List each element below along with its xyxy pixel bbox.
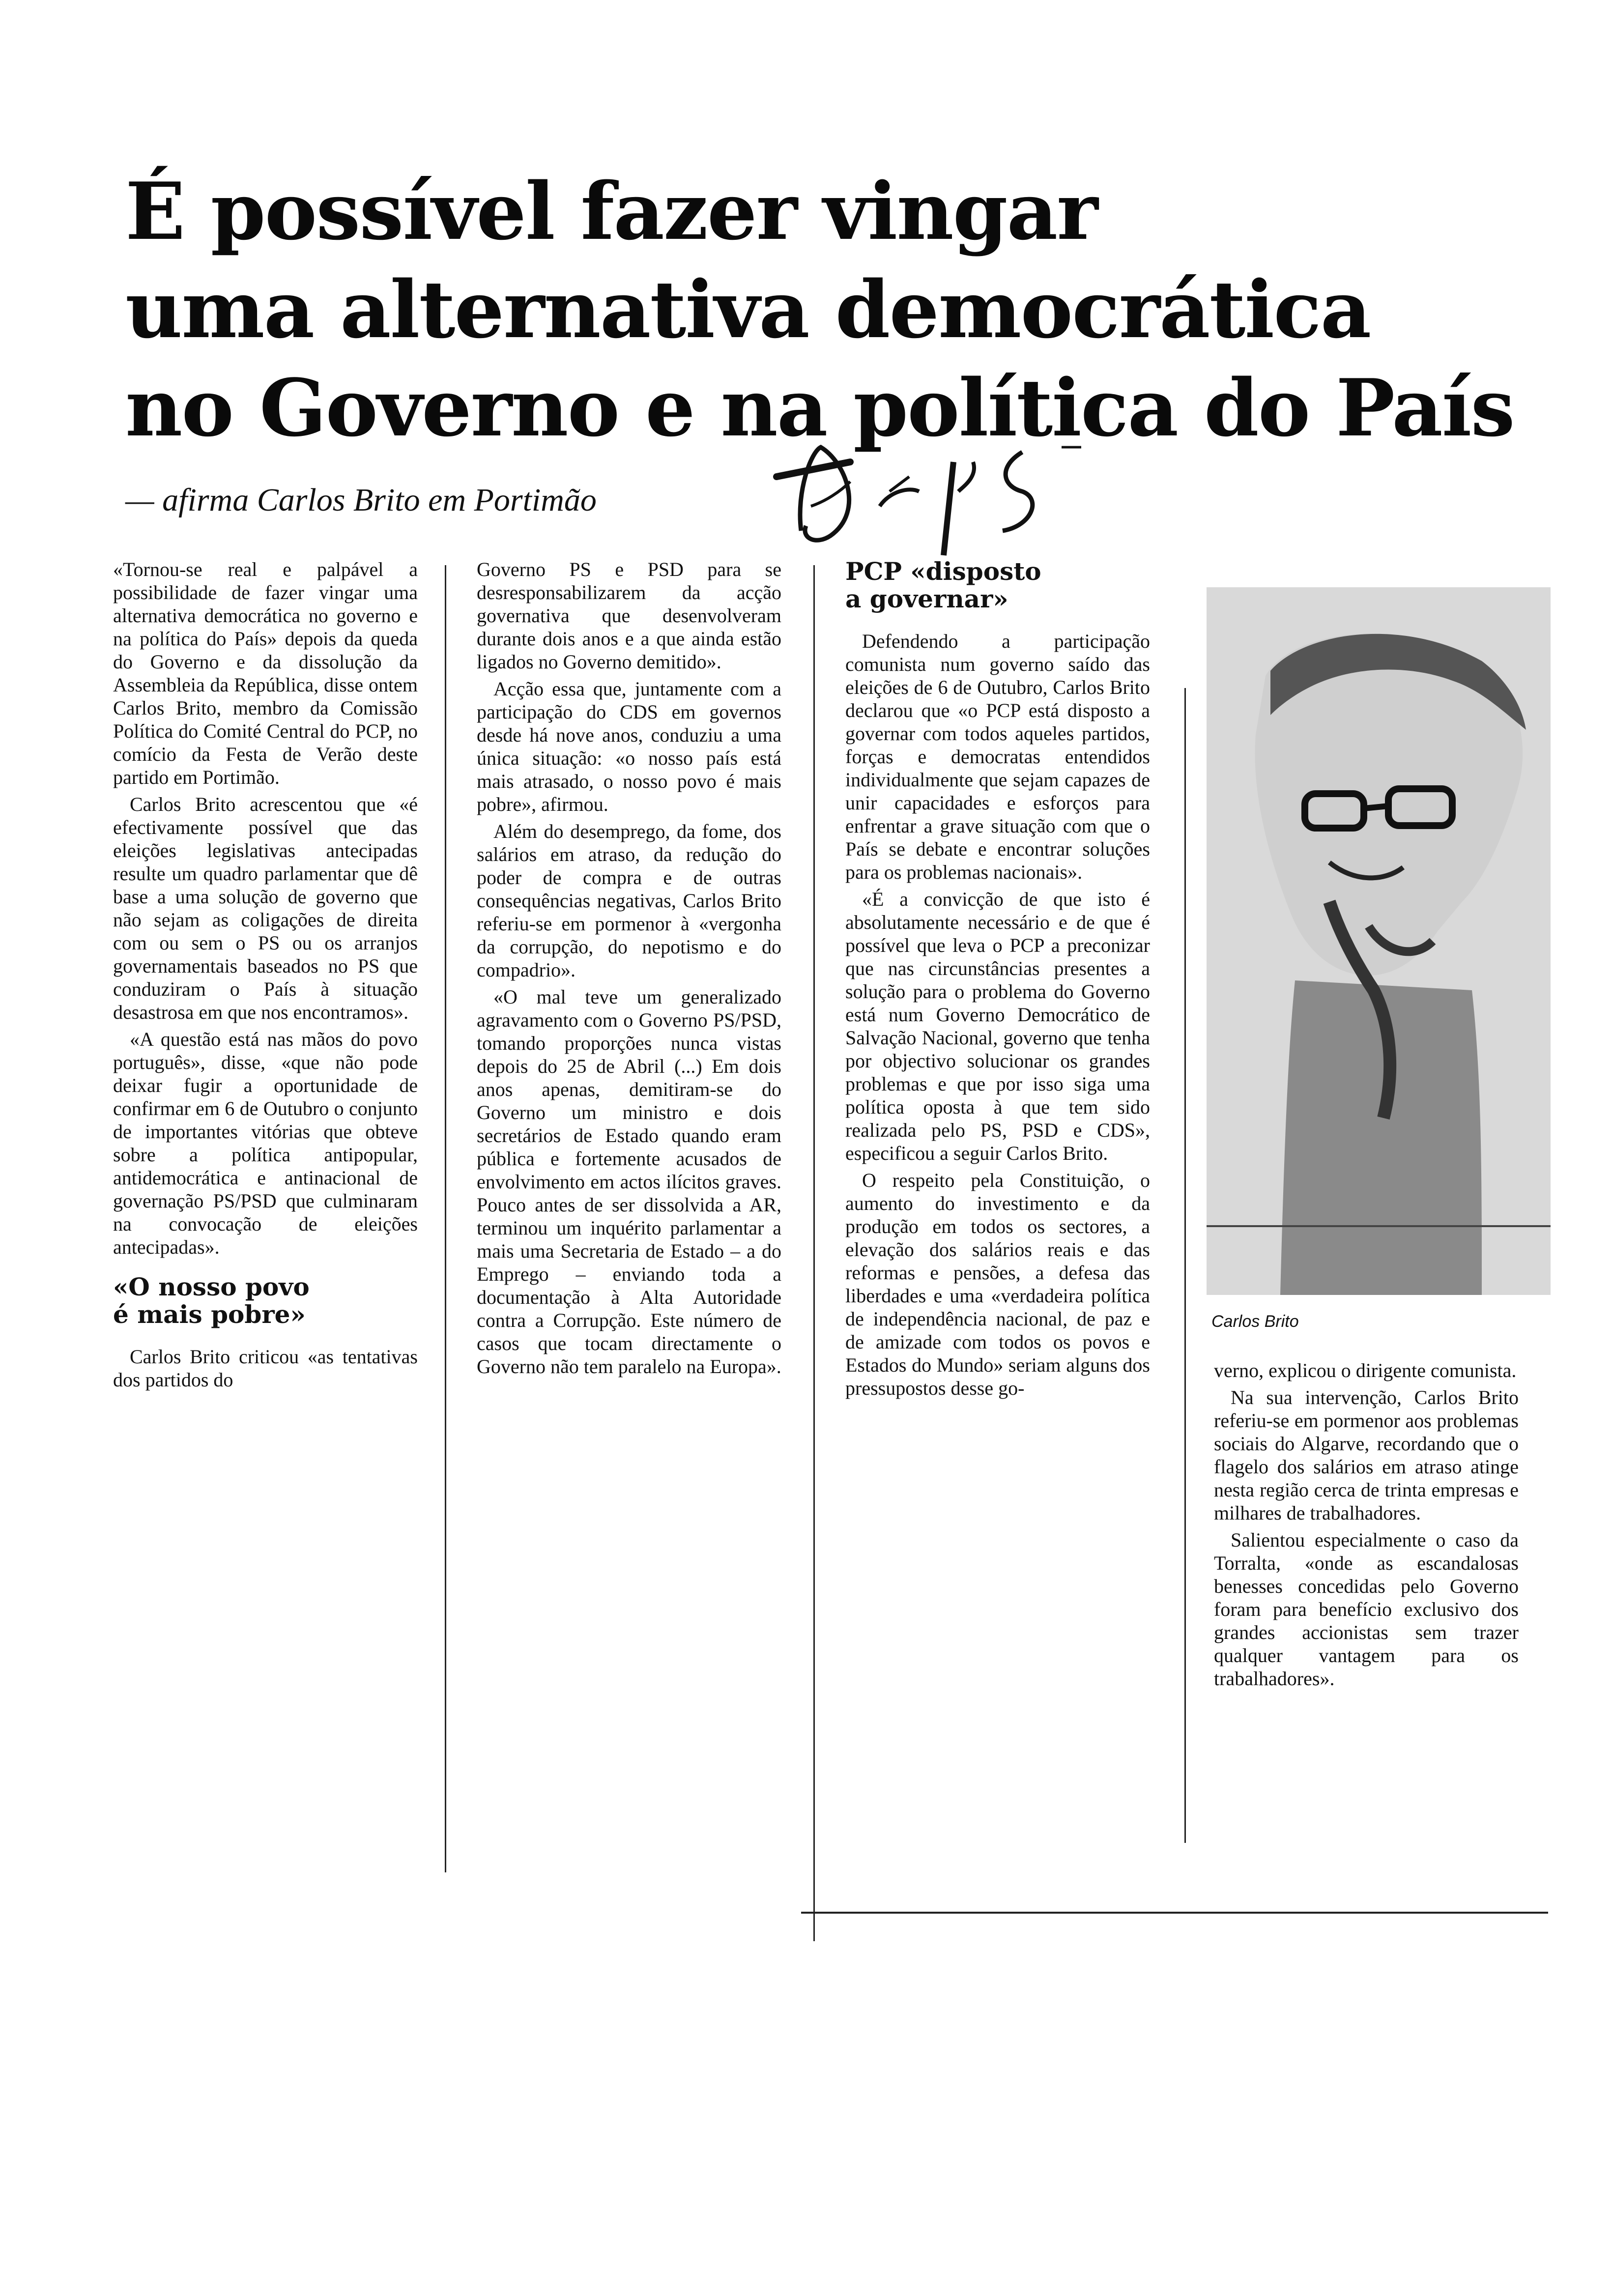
article-column-2 [477, 558, 781, 1382]
column-rule-1 [445, 565, 446, 1872]
headline [125, 162, 1514, 457]
headline-line-1: É possível fazer vingar [125, 165, 1097, 258]
photo-caption: Carlos Brito [1211, 1312, 1299, 1331]
paragraph: verno, explicou o dirigente comunista. [1214, 1359, 1517, 1381]
paragraph: «Tornou-se real e palpável a possibilidade de fazer vingar uma alternativa democrática no governo e na política do País» depois da queda do Governo e da dissolução da Assembleia da República, disse ontem Carlos Brito, membro da Comissão Política do Comité Central do PCP, no comício da Festa de Verão deste partido em Portimão. [113, 558, 418, 788]
byline: — afirma Carlos Brito em Portimão [125, 482, 597, 518]
paragraph: Carlos Brito criticou «as tentativas dos partidos do [113, 1346, 418, 1391]
column-rule-2 [813, 565, 815, 1941]
paragraph: Defendendo a participação comunista num governo saído das eleições de 6 de Outubro, Carlos Brito declarou que «o PCP está disposto a governar com todos aqueles partidos, forças e democratas entendidos individualmente que sejam capazes de unir capacidades e esforços para enfrentar a grave situação com que o País se debate e encontrar soluções para os problemas nacionais». [845, 630, 1150, 883]
paragraph: Na sua intervenção, Carlos Brito referiu-se em pormenor aos problemas sociais do Algarve, recordando que o flagelo dos salários em atraso atinge nesta região cerca de trinta empresas e milhares de trabalhadores. [1214, 1386, 1519, 1524]
paragraph: Acção essa que, juntamente com a participação do CDS em governos desde há nove anos, conduziu a uma única situação: «o nosso país está mais atrasado, o nosso povo é mais pobre», afirmou. [477, 678, 781, 815]
headline-line-2: uma alternativa democrática [125, 263, 1371, 356]
paragraph: Carlos Brito acrescentou que «é efectivamente possível que das eleições legislativas antecipadas resulte um quadro parlamentar que dê base a uma solução de governo que não sejam as coligações de direita com ou sem o PS ou os arranjos governamentais baseados no PS que conduziram o País à situação desastrosa em que nos encontramos». [113, 793, 418, 1023]
subheading-2 [845, 558, 1150, 613]
subheading-1-line-1: «O nosso povo [113, 1272, 310, 1301]
paragraph: «O mal teve um generalizado agravamento com o Governo PS/PSD, tomando proporções nunca vistas depois do 25 de Abril (...) Em dois anos apenas, demitiram-se do Governo um ministro e dois secretários de Estado quando eram pública e fortemente acusados de envolvimento em actos ilícitos graves. Pouco antes de ser dissolvida a AR, terminou um inquérito parlamentar a mais uma Secretaria de Estado – a do Emprego – enviando toda a documentação à Alta Autoridade contra a Corrupção. Este número de casos que tocam directamente o Governo não tem paralelo na Europa». [477, 986, 781, 1378]
paragraph: O respeito pela Constituição, o aumento do investimento e da produção em todos os sectores, a elevação dos salários reais e das reformas e pensões, a defesa das liberdades e uma «verdadeira política de independência nacional, de paz e de amizade com todos os povos e Estados do Mundo» seriam alguns dos pressupostos desse go- [845, 1169, 1150, 1399]
article-column-1 [113, 558, 418, 1395]
column-rule-3 [1184, 688, 1186, 1843]
paragraph: «A questão está nas mãos do povo português», disse, «que não pode deixar fugir a oportunidade de confirmar em 6 de Outubro o conjunto de importantes vitórias que obteve sobre a política antipopular, antidemocrática e antinacional de governação PS/PSD que culminaram na convocação de eleições antecipadas». [113, 1028, 418, 1258]
subheading-1-line-2: é mais pobre» [113, 1300, 306, 1329]
article-column-4 [1214, 1359, 1519, 1694]
article-column-3 [845, 558, 1150, 1404]
handwritten-signature [767, 432, 1140, 560]
subheading-2-line-1: PCP «disposto [845, 557, 1041, 586]
paragraph: Salientou especialmente o caso da Torralta, «onde as escandalosas benesses concedidas pelo Governo foram para benefício exclusivo dos grandes accionistas sem trazer qualquer vantagem para os trabalhadores». [1214, 1529, 1519, 1690]
subheading-1 [113, 1273, 418, 1328]
paragraph: Além do desemprego, da fome, dos salários em atraso, da redução do poder de compra e de outras consequências negativas, Carlos Brito referiu-se em pormenor à «vergonha da corrupção, do nepotismo e do compadrio». [477, 820, 781, 981]
portrait-illustration [1207, 587, 1551, 1295]
headline-line-3: no Governo e na política do País [125, 362, 1514, 454]
portrait-photo [1207, 587, 1551, 1295]
bottom-rule [801, 1912, 1548, 1914]
paragraph: Governo PS e PSD para se desresponsabilizarem da acção governativa que desenvolveram durante dois anos e a que ainda estão ligados no Governo demitido». [477, 558, 781, 673]
subheading-2-line-2: a governar» [845, 584, 1008, 613]
paragraph: «É a convicção de que isto é absolutamente necessário e de que é possível que leva o PCP a preconizar que nas circunstâncias presentes a solução para o problema do Governo está num Governo Democrático de Salvação Nacional, governo que tenha por objectivo solucionar os grandes problemas e que por isso siga uma política oposta à que tem sido realizada pelo PS, PSD e CDS», especificou a seguir Carlos Brito. [845, 888, 1150, 1164]
